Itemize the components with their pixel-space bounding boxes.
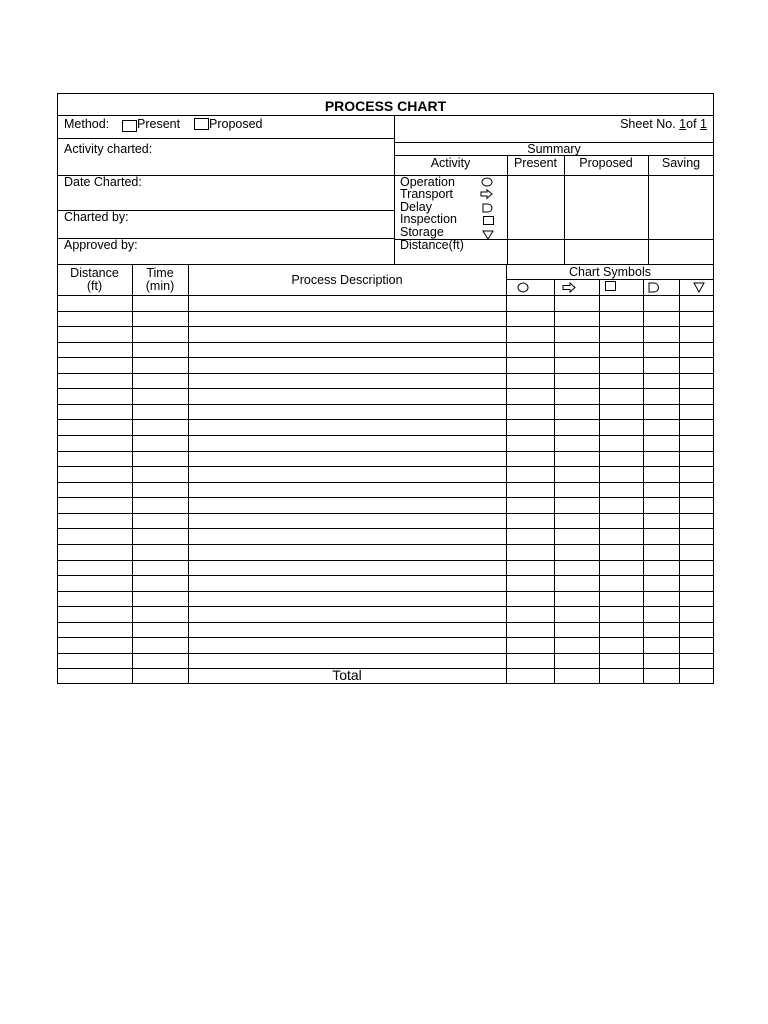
time-header-line2: (min) [145, 279, 175, 293]
summary-storage: Storage [400, 225, 444, 239]
summary-operation: Operation [400, 175, 455, 189]
table-header-divider [57, 295, 714, 296]
proposed-checkbox[interactable] [194, 118, 209, 130]
table-row[interactable] [57, 591, 714, 592]
form-title: PROCESS CHART [324, 98, 447, 114]
circle-icon [481, 177, 493, 187]
table-row[interactable] [57, 637, 714, 638]
table-row[interactable] [57, 513, 714, 514]
summary-col-present: Present [513, 156, 558, 170]
table-row[interactable] [57, 419, 714, 420]
proposed-label: Proposed [209, 117, 263, 131]
table-row[interactable] [57, 357, 714, 358]
chart-symbols-header: Chart Symbols [569, 265, 651, 279]
method-label: Method: [64, 117, 110, 131]
table-row[interactable] [57, 373, 714, 374]
square-icon [483, 216, 494, 225]
summary-col-saving: Saving [661, 156, 701, 170]
present-checkbox[interactable] [122, 120, 137, 132]
triangle-down-icon [482, 230, 494, 240]
summary-divider-1 [507, 155, 508, 264]
arrow-right-icon [562, 282, 576, 293]
summary-delay: Delay [400, 200, 432, 214]
triangle-down-icon [693, 282, 705, 293]
total-label: Total [332, 667, 362, 683]
summary-col-activity: Activity [430, 156, 471, 170]
table-row[interactable] [57, 435, 714, 436]
date-charted-label: Date Charted: [64, 175, 142, 189]
square-icon [605, 281, 616, 291]
table-row[interactable] [57, 451, 714, 452]
circle-icon [517, 282, 529, 293]
distance-header [57, 267, 132, 293]
left-panel-divider [394, 115, 395, 264]
charted-by-label: Charted by: [64, 210, 129, 224]
time-header [132, 267, 188, 293]
time-header-line1: Time [146, 266, 174, 280]
summary-divider-3 [648, 155, 649, 264]
process-chart-form [57, 93, 714, 684]
table-row[interactable] [57, 326, 714, 327]
delay-d-icon [648, 282, 660, 293]
summary-title: Summary [527, 142, 581, 156]
table-row[interactable] [57, 388, 714, 389]
table-row[interactable] [57, 311, 714, 312]
sheet-current[interactable]: 1 [679, 117, 687, 131]
table-row[interactable] [57, 606, 714, 607]
table-row[interactable] [57, 404, 714, 405]
summary-transport: Transport [400, 187, 454, 201]
activity-charted-label: Activity charted: [64, 142, 153, 156]
approved-by-label: Approved by: [64, 238, 138, 252]
sheet-number [620, 117, 707, 131]
summary-col-proposed: Proposed [579, 156, 633, 170]
table-row[interactable] [57, 528, 714, 529]
sheet-prefix: Sheet No. [620, 117, 676, 131]
table-row[interactable] [57, 575, 714, 576]
title-divider [57, 115, 714, 116]
table-column-divider [506, 264, 507, 684]
table-row[interactable] [57, 544, 714, 545]
arrow-right-icon [480, 189, 493, 199]
table-column-divider [132, 264, 133, 684]
summary-inspection: Inspection [400, 212, 457, 226]
chart-symbols-divider [506, 279, 714, 280]
distance-header-line1: Distance [70, 266, 119, 280]
table-row[interactable] [57, 342, 714, 343]
table-column-divider [188, 264, 189, 684]
summary-distance: Distance(ft) [400, 238, 464, 252]
table-row[interactable] [57, 622, 714, 623]
distance-header-line2: (ft) [86, 279, 103, 293]
present-label: Present [137, 117, 181, 131]
table-row[interactable] [57, 497, 714, 498]
method-row-divider-left [57, 138, 394, 139]
sheet-of: of [686, 117, 697, 131]
table-row[interactable] [57, 482, 714, 483]
summary-divider-2 [564, 155, 565, 264]
table-row[interactable] [57, 466, 714, 467]
table-row[interactable] [57, 653, 714, 654]
table-row[interactable] [57, 560, 714, 561]
sheet-total[interactable]: 1 [700, 117, 707, 131]
delay-d-icon [482, 203, 494, 213]
process-description-header: Process Description [291, 273, 403, 287]
